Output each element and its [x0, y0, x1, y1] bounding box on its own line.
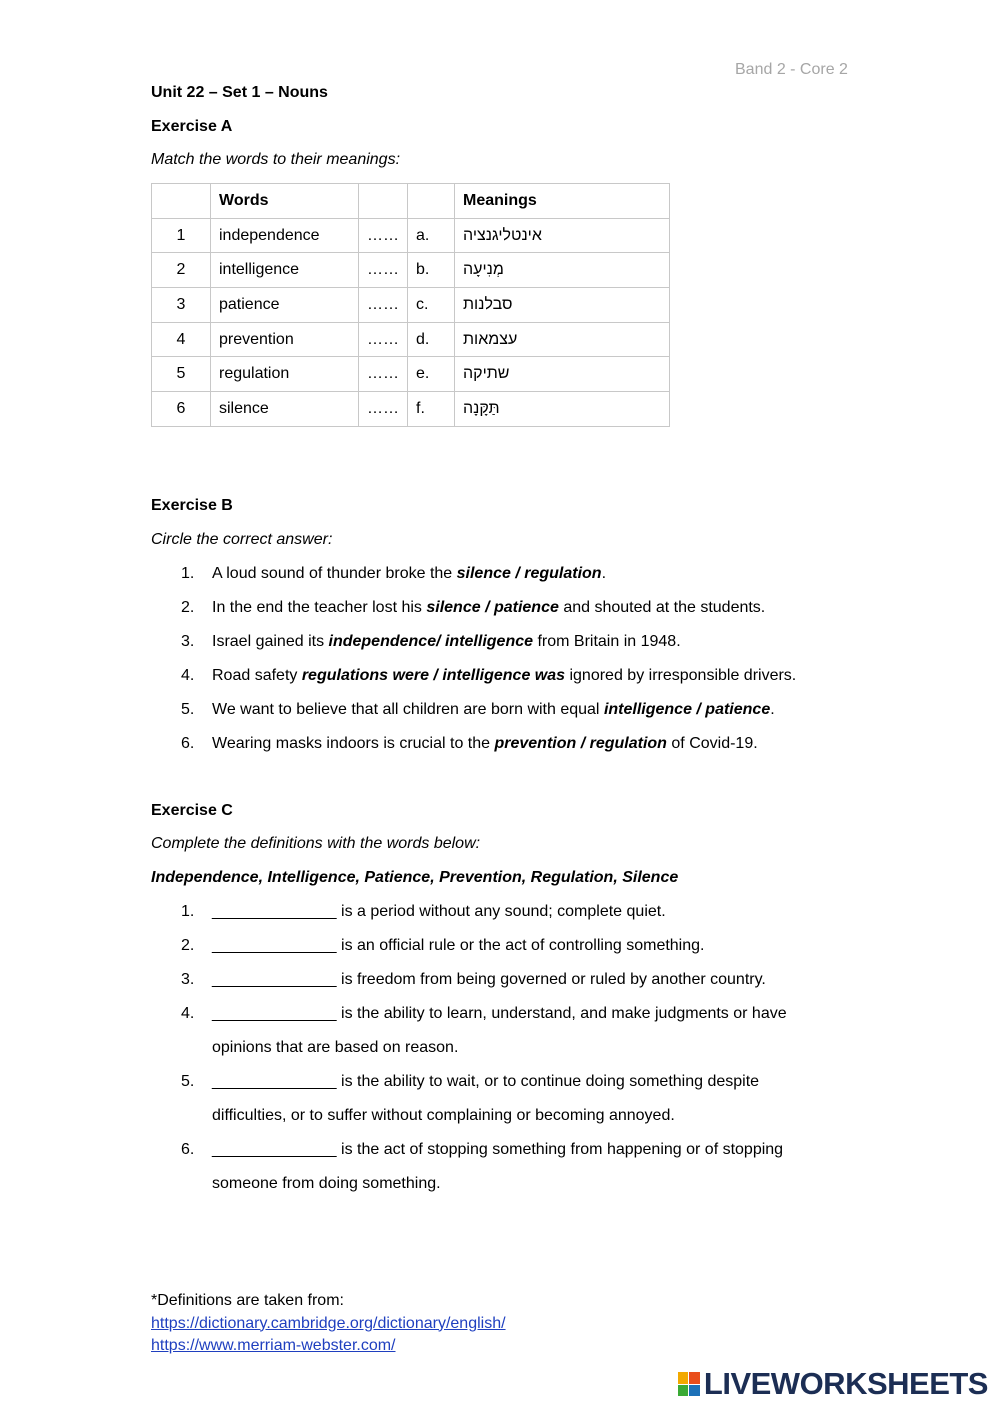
answer-blank[interactable]: ______________: [212, 971, 337, 988]
item-text: opinions that are based on reason.: [212, 1039, 459, 1056]
answer-blank[interactable]: ______________: [212, 1073, 337, 1090]
item-text: difficulties, or to suffer without complaining or becoming annoyed.: [212, 1107, 675, 1124]
liveworksheets-logo: [678, 1366, 988, 1402]
table-row: [152, 322, 670, 357]
item-text: ignored by irresponsible drivers.: [565, 667, 797, 684]
brand-name: LIVEWORKSHEETS: [703, 1366, 988, 1401]
item-text: Wearing masks indoors is crucial to the: [212, 735, 495, 752]
item-text: is the act of stopping something from happening or of stopping: [336, 1141, 784, 1158]
answer-blank[interactable]: ……: [359, 288, 408, 323]
answer-blank[interactable]: ……: [359, 392, 408, 427]
item-text: is an official rule or the act of controlling something.: [336, 937, 705, 954]
word-bank: Independence, Intelligence, Patience, Prevention, Regulation, Silence: [151, 869, 679, 886]
item-text: from Britain in 1948.: [533, 633, 681, 650]
row-meaning: תַּקָּנָה: [463, 399, 500, 417]
answer-blank[interactable]: ______________: [212, 903, 337, 920]
answer-choice[interactable]: silence / patience: [426, 599, 559, 616]
item-number: 6.: [181, 1141, 195, 1158]
row-letter: e.: [408, 357, 455, 392]
item-text: In the end the teacher lost his: [212, 599, 427, 616]
row-letter: f.: [408, 392, 455, 427]
row-number: 1: [152, 218, 211, 253]
exercise-b-instruction: Circle the correct answer:: [151, 531, 333, 548]
item-text: is freedom from being governed or ruled by another country.: [336, 971, 766, 988]
exercise-c-instruction: Complete the definitions with the words below:: [151, 835, 481, 852]
item-text: and shouted at the students.: [558, 599, 766, 616]
item-number: 1.: [181, 565, 195, 582]
row-meaning: סבלנות: [463, 295, 513, 313]
item-number: 2.: [181, 599, 195, 616]
answer-choice[interactable]: intelligence / patience: [603, 701, 771, 718]
item-text: .: [770, 701, 775, 718]
row-number: 3: [152, 288, 211, 323]
table-row: [152, 288, 670, 323]
item-text: A loud sound of thunder broke the: [212, 565, 457, 582]
item-number: 4.: [181, 1005, 195, 1022]
answer-blank[interactable]: ……: [359, 357, 408, 392]
exercise-c-heading: Exercise C: [151, 802, 233, 819]
row-letter: a.: [408, 218, 455, 253]
row-letter: b.: [408, 253, 455, 288]
item-number: 3.: [181, 971, 195, 988]
answer-choice[interactable]: regulations were / intelligence was: [301, 667, 566, 684]
answer-choice[interactable]: prevention / regulation: [494, 735, 667, 752]
answer-blank[interactable]: ……: [359, 322, 408, 357]
merriam-webster-link[interactable]: https://www.merriam-webster.com/: [151, 1337, 396, 1354]
item-number: 3.: [181, 633, 195, 650]
answer-choice[interactable]: silence / regulation: [456, 565, 602, 582]
row-meaning: אינטליגנציה: [463, 226, 542, 244]
row-letter: c.: [408, 288, 455, 323]
answer-blank[interactable]: ……: [359, 218, 408, 253]
row-meaning: שתיקה: [463, 365, 510, 383]
page-title: Unit 22 – Set 1 – Nouns: [151, 84, 328, 101]
row-meaning: עצמאות: [463, 330, 518, 348]
row-word: regulation: [211, 357, 359, 392]
row-number: 4: [152, 322, 211, 357]
table-header-row: [152, 184, 670, 219]
item-text: is a period without any sound; complete quiet.: [336, 903, 666, 920]
item-number: 2.: [181, 937, 195, 954]
item-text: .: [601, 565, 607, 582]
table-row: [152, 357, 670, 392]
exercise-a-instruction: Match the words to their meanings:: [151, 151, 401, 168]
row-number: 6: [152, 392, 211, 427]
item-text: of Covid-19.: [666, 735, 758, 752]
sources-footer: [151, 1290, 506, 1358]
table-row: [152, 218, 670, 253]
answer-blank[interactable]: ______________: [212, 1141, 337, 1158]
item-text: Road safety: [212, 667, 302, 684]
answer-choice[interactable]: independence/ intelligence: [328, 633, 534, 650]
header-band: Band 2 - Core 2: [735, 61, 848, 78]
item-text: someone from doing something.: [212, 1175, 441, 1192]
answer-blank[interactable]: ______________: [212, 1005, 337, 1022]
answer-blank[interactable]: ……: [359, 253, 408, 288]
cambridge-link[interactable]: https://dictionary.cambridge.org/dictionary/english/: [151, 1314, 506, 1332]
liveworksheets-mark-icon: [678, 1372, 700, 1396]
item-number: 5.: [181, 1073, 195, 1090]
row-word: prevention: [211, 322, 359, 357]
item-number: 4.: [181, 667, 195, 684]
item-text: is the ability to wait, or to continue doing something despite: [336, 1073, 760, 1090]
table-row: [152, 392, 670, 427]
item-number: 5.: [181, 701, 195, 718]
item-number: 6.: [181, 735, 195, 752]
table-row: [152, 253, 670, 288]
item-text: Israel gained its: [212, 633, 329, 650]
row-word: silence: [211, 392, 359, 427]
sources-note: *Definitions are taken from:: [151, 1292, 344, 1309]
row-number: 5: [152, 357, 211, 392]
row-number: 2: [152, 253, 211, 288]
row-word: patience: [211, 288, 359, 323]
item-number: 1.: [181, 903, 195, 920]
row-letter: d.: [408, 322, 455, 357]
item-text: We want to believe that all children are born with equal: [212, 701, 604, 718]
col-meanings: Meanings: [455, 184, 670, 219]
col-words: Words: [211, 184, 359, 219]
row-word: independence: [211, 218, 359, 253]
answer-blank[interactable]: ______________: [212, 937, 337, 954]
row-meaning: מְנִיעָה: [463, 261, 504, 279]
row-word: intelligence: [211, 253, 359, 288]
matching-table: [151, 183, 670, 427]
exercise-b-heading: Exercise B: [151, 497, 233, 514]
exercise-a-heading: Exercise A: [151, 118, 233, 135]
item-text: is the ability to learn, understand, and make judgments or have: [336, 1005, 787, 1022]
